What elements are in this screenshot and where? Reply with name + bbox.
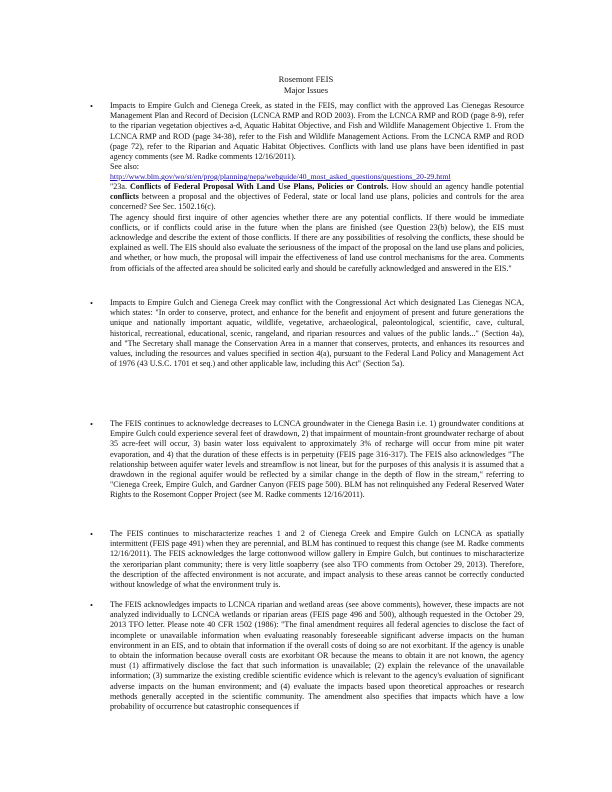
- quote-question-part-1: How should an agency handle potential: [388, 182, 525, 191]
- quote-number: "23a.: [110, 182, 128, 191]
- quote-answer: The agency should first inquire of other agencies whether there are any potential conflicts. If there would be immediate conflicts, or if conflicts could arise in the future when the plans are finished (see Question 23(b) below), the EIS must acknowledge and describe the extent of those conflicts. If there are any possibilities of resolving the conflicts, these should be explained as well. The EIS should also evaluate the seriousness of the impact of the proposal on the land use plans and policies, and whether, or how much, the proposal will impair the effectiveness of land use control mechanisms for the area. Comments from officials of the affected area should be solicited early and should be carefully acknowledged and answered in the EIS.": [110, 212, 524, 273]
- quote-question-part-2: between a proposal and the objectives of Federal, state or local land use plans, policies and controls for the area concerned? See Sec. 1502.16(c).: [110, 192, 524, 212]
- issue-paragraph-2: Impacts to Empire Gulch and Cienega Creek may conflict with the Congressional Act which designated Las Cienegas NCA, which states: "In order to conserve, protect, and enhance for the benefit and enjoyment of present and future generations the unique and nationally important aquatic, wildlife, vegetative, archaeological, paleontological, scientific, cave, cultural, historical, recreational, educational, scenic, rangeland, and riparian resources and values of the public lands..." (Section 4a), and "The Secretary shall manage the Conservation Area in a manner that conserves, protects, and enhances its resources and values, including the resources and values specified in section 4(a), pursuant to the Federal Land Policy and Management Act of 1976 (43 U.S.C. 1701 et seq.) and other applicable law, including this Act" (Section 5a).: [110, 298, 524, 369]
- document-title: Rosemont FEIS: [278, 74, 334, 84]
- bullet-icon: •: [90, 101, 93, 111]
- issue-paragraph-5: The FEIS acknowledges impacts to LCNCA riparian and wetland areas (see above comments), however, these impacts are not analyzed individually to LCNCA wetlands or riparian areas (FEIS page 496 and 500), although requested in the October 29, 2013 TFO letter. Please note 40 CFR 1502 (1986): "The final amendment requires all federal agencies to disclose the fact of incomplete or unavailable information when evaluating reasonably foreseeable significant adverse impacts on the human environment in an EIS, and to obtain that information if the overall costs of doing so are not exorbitant. If the agency is unable to obtain the information because overall costs are exorbitant OR because the means to obtain it are not known, the agency must (1) affirmatively disclose the fact that such information is unavailable; (2) explain the relevance of the unavailable information; (3) summarize the existing credible scientific evidence which is relevant to the agency's evaluation of significant adverse impacts on the human environment; and (4) evaluate the impacts based upon theoretical approaches or research methods generally accepted in the scientific community. The amendment also specifies that impacts which have a low probability of occurrence but catastrophic consequences if: [110, 600, 524, 712]
- quote-question-bold: conflicts: [110, 192, 139, 202]
- quoted-guidance: [110, 182, 524, 274]
- blm-nepa-link[interactable]: http://www.blm.gov/wo/st/en/prog/planning/nepa/webguide/40_most_asked_questions/questions_20-29.html: [110, 172, 451, 181]
- issue-paragraph-4: The FEIS continues to mischaracterize reaches 1 and 2 of Cienega Creek and Empire Gulch on LCNCA as spatially intermittent (FEIS page 491) when they are perennial, and BLM has continued to request this change (see M. Radke comments 12/16/2011). The FEIS acknowledges the large cottonwood willow gallery in Empire Gulch, but continues to mischaracterize the xeroriparian plant community; there is very little soapberry (see also TFO comments from October 29, 2013). Therefore, the description of the affected environment is not accurate, and impact analysis to these areas cannot be correctly conducted without knowledge of what the environment truly is.: [110, 529, 524, 590]
- issue-paragraph-1: Impacts to Empire Gulch and Cienega Creek, as stated in the FEIS, may conflict with the approved Las Cienegas Resource Management Plan and Record of Decision (LCNCA RMP and ROD 2003). From the LCNCA RMP and ROD (page 8-9), refer to the riparian vegetation objectives a-d, Aquatic Habitat Objective, and Fish and Wildlife Management Objective 1. From the LCNCA RMP and ROD (page 34-38), refer to the Fish and Wildlife Management Actions. From the LCNCA RMP and ROD (page 72), refer to the Riparian and Aquatic Habitat Objectives. Conflicts with land use plans have been identified in past agency comments (see M. Radke comments 12/16/2011).: [110, 101, 524, 162]
- document-subtitle: Major Issues: [283, 85, 329, 95]
- quote-heading: Conflicts of Federal Proposal With Land Use Plans, Policies or Controls.: [129, 182, 389, 191]
- see-also-label: See also:: [110, 162, 139, 171]
- bullet-icon: •: [90, 529, 93, 539]
- bullet-icon: •: [90, 298, 93, 308]
- bullet-icon: •: [90, 419, 93, 429]
- bullet-icon: •: [90, 600, 93, 610]
- issue-paragraph-3: The FEIS continues to acknowledge decreases to LCNCA groundwater in the Cienega Basin i.e. 1) groundwater conditions at Empire Gulch could experience several feet of drawdown, 2) that impairment of mountain-front groundwater recharge of about 35 acre-feet will occur, 3) basin water loss equivalent to approximately 3% of recharge will occur from mine pit water evaporation, and 4) that the duration of these effects is in perpetuity (FEIS page 316-317). The FEIS also acknowledges "The relationship between aquifer water levels and streamflow is not linear, but for the purposes of this analysis it is assumed that a drawdown in the regional aquifer would be reflected by a similar change in the depth of flow in the stream," referring to "Cienega Creek, Empire Gulch, and Gardner Canyon (FEIS page 500). BLM has not relinquished any Federal Reserved Water Rights to the Rosemont Copper Project (see M. Radke comments 12/16/2011).: [110, 419, 524, 500]
